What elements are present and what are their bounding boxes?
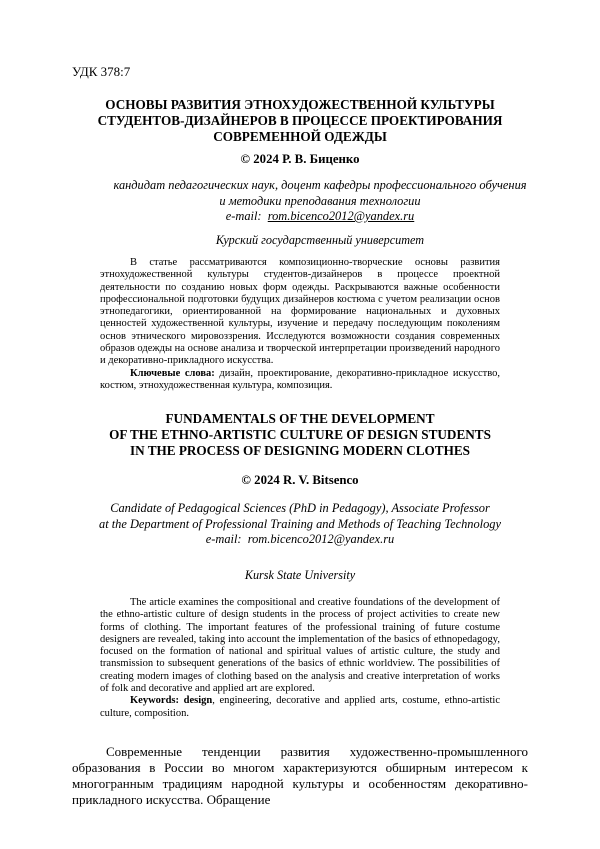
ru-email-label: e-mail:	[225, 209, 262, 224]
en-affiliation	[72, 501, 528, 548]
body-text	[72, 744, 528, 808]
ru-keywords	[100, 368, 500, 393]
en-keywords-label: Keywords:	[130, 695, 179, 707]
en-email-label: e-mail:	[205, 532, 242, 547]
ru-title-line: СОВРЕМЕННОЙ ОДЕЖДЫ	[213, 129, 387, 144]
en-abstract	[100, 597, 500, 720]
en-keywords-text: , engineering, decorative and applied arts, costume, ethno-artistic culture, composition.	[100, 695, 500, 719]
en-title-line: FUNDAMENTALS OF THE DEVELOPMENT	[165, 411, 435, 426]
en-author: © 2024 R. V. Bitsenco	[241, 473, 359, 487]
body-paragraph: Современные тенденции развития художественно-промышленного образования в России во многом характеризуются обширным интересом к многогранным традициям народной культуры и особенностям декоративно-прикладного искусства. Обращение	[72, 744, 528, 807]
en-university: Kursk State University	[244, 568, 356, 582]
en-title-line: IN THE PROCESS OF DESIGNING MODERN CLOTHES	[129, 443, 470, 458]
en-affiliation-line: Candidate of Pedagogical Sciences (PhD in Pedagogy), Associate Professor	[110, 501, 490, 515]
en-title-line: OF THE ETHNO-ARTISTIC CULTURE OF DESIGN STUDENTS	[109, 427, 491, 442]
ru-affiliation-line: кандидат педагогических наук, доцент кафедры профессионального обучения	[113, 178, 527, 192]
ru-abstract	[100, 257, 500, 392]
ru-keywords-label: Ключевые слова:	[130, 367, 215, 379]
en-email-line	[72, 532, 528, 548]
en-email-link[interactable]: rom.bicenco2012@yandex.ru	[247, 532, 395, 547]
en-abstract-text: The article examines the compositional and creative foundations of the development of the ethno-artistic culture of design students in the process of project activities to create new forms of clothing. The important features of the professional training of future costume designers are revealed, taking into account the implementation of the basics of ethnopedagogy, focused on the formation of national and spiritual values of artistic culture, the study and transmission to subsequent generations of the basics of ethnic worldview. The possibilities of creating modern images of clothing based on the analysis and creative interpretation of works of folk and decorative and applied art are explored.	[100, 597, 500, 695]
ru-title-line: СТУДЕНТОВ-ДИЗАЙНЕРОВ В ПРОЦЕССЕ ПРОЕКТИРОВАНИЯ	[97, 113, 503, 128]
udc-code: УДК 378:7	[72, 64, 131, 79]
ru-email-link[interactable]: rom.bicenco2012@yandex.ru	[267, 209, 415, 224]
ru-title	[72, 97, 528, 145]
ru-abstract-text: В статье рассматриваются композиционно-творческие основы развития этнохудожественной культуры студентов-дизайнеров в процессе проектной деятельности по созданию новых форм одежды. Раскрываются важные особенности профессиональной подготовки будущих дизайнеров костюма с учетом реализации основ этнопедагогики, ориентированной на формирование национальных и духовных ценностей художественной культуры, изучение и передачу последующим поколениям основ этнического мировоззрения. Исследуются возможности создания современных образов одежды на основе анализа и творческой интерпретации произведений народного и декоративно-прикладного искусства.	[100, 257, 500, 367]
ru-university: Курский государственный университет	[215, 233, 425, 247]
en-affiliation-line: at the Department of Professional Training and Methods of Teaching Technology	[99, 516, 501, 531]
ru-affiliation	[100, 178, 540, 225]
en-title	[72, 411, 528, 459]
ru-author: © 2024 Р. В. Биценко	[240, 152, 360, 166]
ru-affiliation-line: и методики преподавания технологии	[219, 193, 421, 208]
ru-title-line: ОСНОВЫ РАЗВИТИЯ ЭТНОХУДОЖЕСТВЕННОЙ КУЛЬТУРЫ	[105, 97, 495, 112]
en-keywords-first: design	[183, 695, 213, 707]
ru-keywords-text: дизайн, проектирование, декоративно-прикладное искусство, костюм, этнохудожественная культура, композиция.	[100, 367, 501, 391]
ru-email-line	[100, 209, 540, 225]
en-keywords	[100, 695, 500, 720]
